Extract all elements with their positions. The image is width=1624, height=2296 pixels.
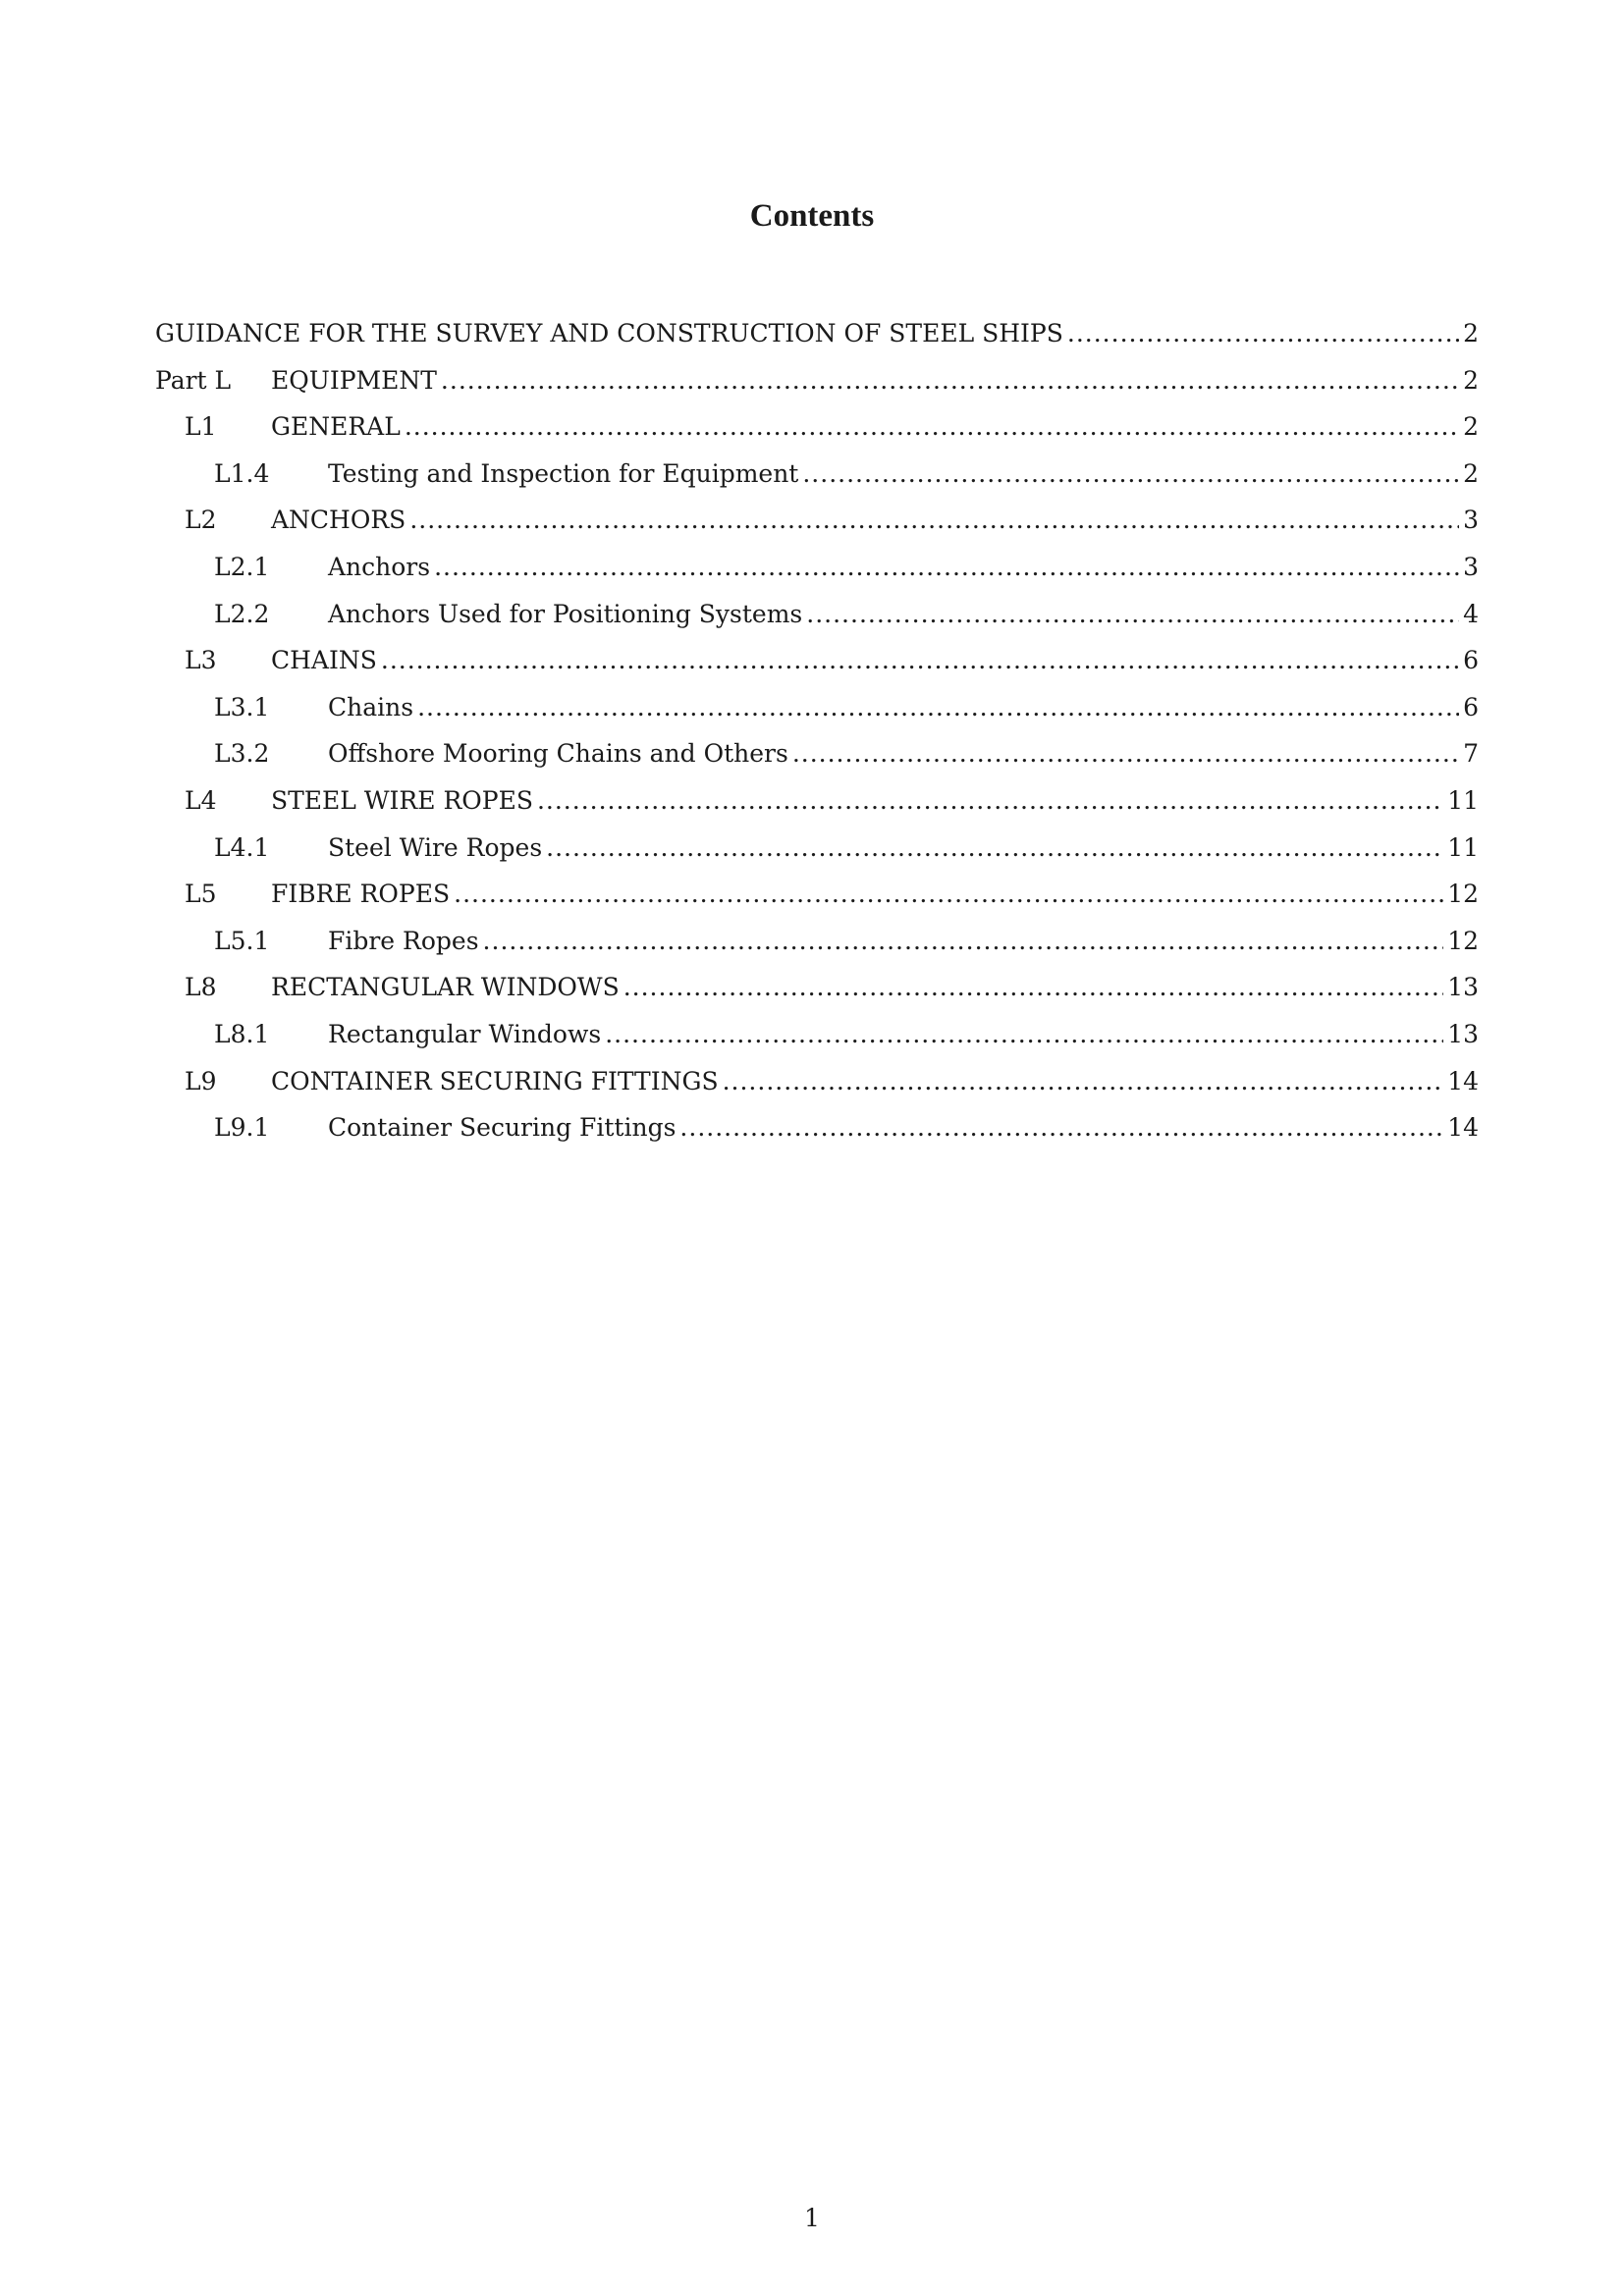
toc-leader-dots (441, 364, 1459, 398)
toc-entry-number: Part L (155, 365, 232, 395)
toc-entry-label: Container Securing Fittings (328, 1113, 677, 1143)
toc-entry-number: L1.4 (214, 458, 270, 488)
toc-entry[interactable] (155, 878, 1479, 925)
toc-entry-number: L2.2 (214, 599, 270, 628)
toc-entry-label: Fibre Ropes (328, 926, 479, 955)
toc-leader-dots (605, 1018, 1443, 1051)
toc-entry-page: 3 (1463, 506, 1479, 535)
toc-leader-dots (806, 598, 1459, 631)
toc-leader-dots (1067, 317, 1459, 350)
page-number: 1 (804, 2204, 820, 2232)
toc-entry-label: RECTANGULAR WINDOWS (271, 973, 620, 1002)
toc-entry[interactable] (155, 737, 1479, 784)
toc-entry-page: 2 (1463, 458, 1479, 488)
toc-entry-label: Anchors (328, 552, 431, 581)
toc-entry[interactable] (155, 457, 1479, 505)
toc-entry-page: 14 (1447, 1113, 1479, 1143)
toc-entry-label: ANCHORS (271, 506, 406, 535)
toc-leader-dots (679, 1111, 1443, 1145)
toc-entry-page: 11 (1447, 832, 1479, 862)
toc-entry[interactable] (155, 831, 1479, 879)
toc-entry[interactable] (155, 971, 1479, 1018)
toc-leader-dots (454, 878, 1443, 911)
toc-entry-page: 11 (1447, 785, 1479, 815)
toc-entry-page: 13 (1447, 973, 1479, 1002)
toc-entry-label: CONTAINER SECURING FITTINGS (271, 1066, 719, 1095)
toc-entry-number: L3 (185, 646, 217, 675)
toc-entry-label: Chains (328, 692, 414, 721)
table-of-contents (155, 317, 1479, 1158)
toc-entry-number: L9.1 (214, 1113, 270, 1143)
toc-entry-label: CHAINS (271, 646, 377, 675)
toc-entry-number: L5.1 (214, 926, 270, 955)
toc-leader-dots (792, 737, 1459, 771)
toc-entry-label: GUIDANCE FOR THE SURVEY AND CONSTRUCTION OF STEEL SHIPS (155, 319, 1063, 347)
toc-entry-label: Testing and Inspection for Equipment (328, 458, 799, 488)
toc-entry[interactable] (155, 317, 1479, 364)
toc-entry-number: L4 (185, 785, 217, 815)
toc-entry-label: STEEL WIRE ROPES (271, 785, 533, 815)
toc-entry[interactable] (155, 1111, 1479, 1158)
toc-entry-page: 6 (1463, 692, 1479, 721)
toc-entry-number: L9 (185, 1066, 217, 1095)
toc-entry-label: Steel Wire Ropes (328, 832, 543, 862)
toc-entry-label: FIBRE ROPES (271, 880, 451, 909)
toc-entry[interactable] (155, 504, 1479, 551)
toc-entry-page: 2 (1463, 365, 1479, 395)
toc-entry-page: 13 (1447, 1019, 1479, 1048)
toc-entry-page: 3 (1463, 552, 1479, 581)
toc-entry[interactable] (155, 410, 1479, 457)
toc-entry[interactable] (155, 598, 1479, 645)
toc-leader-dots (483, 925, 1444, 958)
toc-leader-dots (723, 1065, 1444, 1098)
toc-entry-number: L5 (185, 880, 217, 909)
toc-entry-label: Anchors Used for Positioning Systems (328, 599, 803, 628)
toc-entry[interactable] (155, 1018, 1479, 1065)
toc-entry[interactable] (155, 691, 1479, 738)
toc-entry[interactable] (155, 551, 1479, 598)
toc-entry-number: L8.1 (214, 1019, 270, 1048)
toc-entry-number: L2 (185, 506, 217, 535)
toc-entry-page: 2 (1463, 319, 1479, 347)
toc-entry-label: Rectangular Windows (328, 1019, 602, 1048)
toc-entry-page: 7 (1463, 739, 1479, 769)
toc-leader-dots (417, 691, 1459, 724)
toc-leader-dots (623, 971, 1443, 1004)
toc-entry-label: EQUIPMENT (271, 365, 437, 395)
toc-entry[interactable] (155, 925, 1479, 972)
toc-leader-dots (434, 551, 1459, 584)
toc-entry-number: L4.1 (214, 832, 270, 862)
toc-entry[interactable] (155, 364, 1479, 411)
toc-entry-number: L3.2 (214, 739, 270, 769)
toc-leader-dots (405, 410, 1459, 444)
toc-entry-page: 12 (1447, 880, 1479, 909)
toc-entry-label: GENERAL (271, 412, 401, 442)
toc-leader-dots (381, 644, 1459, 677)
toc-entry-page: 14 (1447, 1066, 1479, 1095)
toc-entry[interactable] (155, 644, 1479, 691)
toc-leader-dots (802, 457, 1459, 491)
toc-entry-page: 12 (1447, 926, 1479, 955)
toc-entry-page: 6 (1463, 646, 1479, 675)
page-title: Contents (749, 198, 875, 234)
toc-entry-label: Offshore Mooring Chains and Others (328, 739, 788, 769)
toc-entry[interactable] (155, 784, 1479, 831)
toc-entry-page: 2 (1463, 412, 1479, 442)
toc-leader-dots (546, 831, 1443, 865)
toc-entry-number: L8 (185, 973, 217, 1002)
toc-leader-dots (537, 784, 1443, 818)
toc-entry-number: L3.1 (214, 692, 270, 721)
toc-leader-dots (409, 504, 1459, 537)
toc-entry-number: L1 (185, 412, 217, 442)
toc-entry-page: 4 (1463, 599, 1479, 628)
toc-entry-number: L2.1 (214, 552, 270, 581)
toc-entry[interactable] (155, 1065, 1479, 1112)
